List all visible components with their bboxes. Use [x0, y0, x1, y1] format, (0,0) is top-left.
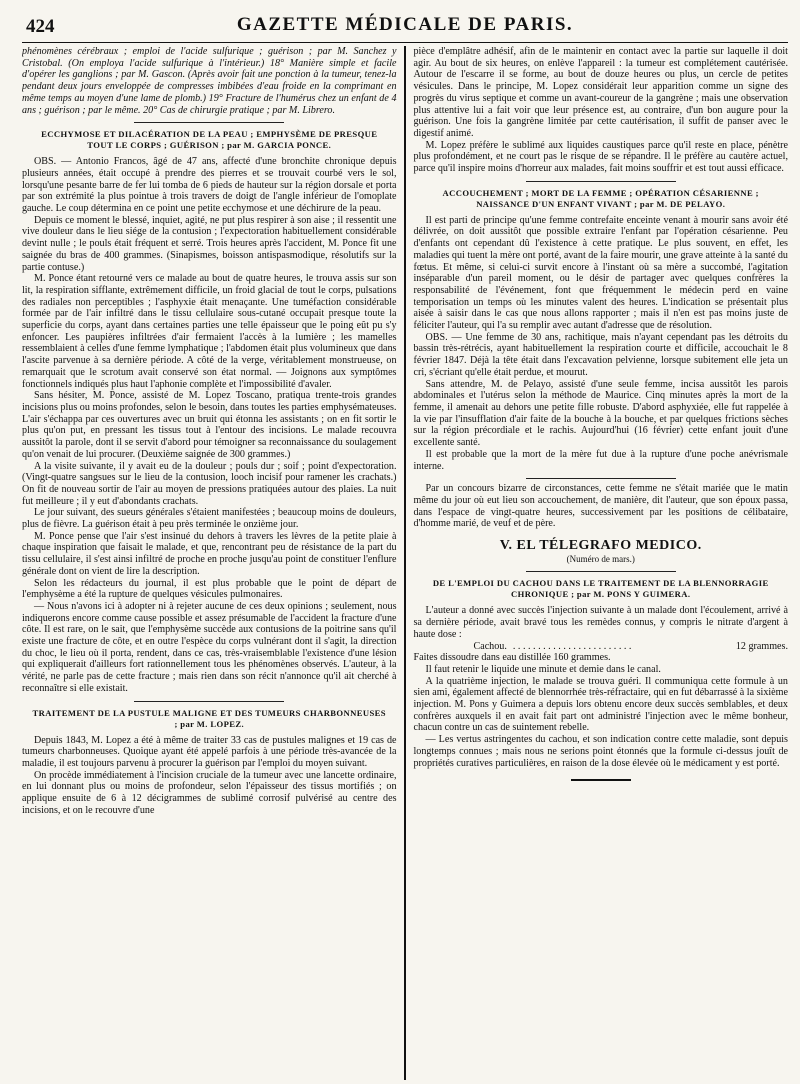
paragraph: Il faut retenir le liquide une minute et demie dans le canal.	[425, 663, 661, 675]
paragraph: L'auteur a donné avec succès l'injection suivante à un malade dont l'écoulement, arrivé à sa dernière période, avait bravé tous les remèdes connus, y compris le nitrate d'argent à haute dose :	[413, 605, 788, 640]
recipe-line	[413, 641, 788, 653]
paragraph: Depuis 1843, M. Lopez a été à même de traiter 33 cas de pustules malignes et 19 cas de tumeurs charbonneuses. Quoique ayant été appelé parfois à une période très-avancée de la maladie, il est toujours parvenu à procurer la guérison par l'emploi du moyen suivant.	[22, 734, 397, 769]
recipe-ingredient: Cachou.	[473, 640, 507, 652]
paragraph: phénomènes cérébraux ; emploi de l'acide sulfurique ; guérison ; par M. Sanchez y Cristobal. (On employa l'acide sulfurique à l'intérieur.) 18° Manière simple et facile d'opérer les ganglions ; par M. Gascon. (Après avoir fait une ponction à la tumeur, tenez-la pendant deux jours enveloppée de compresses imbibées d'eau froide en la comprimant en même temps au moyen d'une lame de plomb.) 19° Fracture de l'humérus chez un enfant de 4 ans ; guérison ; par le même. 20° Cas de chirurgie pratique ; par M. Librero.	[22, 46, 397, 116]
journal-masthead: GAZETTE MÉDICALE DE PARIS.	[236, 14, 574, 35]
paragraph: Selon les rédacteurs du journal, il est plus probable que le point de départ de l'emphysème a été la rupture de quelques vésicules pulmonaires.	[22, 577, 397, 601]
paragraph: M. Ponce pense que l'air s'est insinué du dehors à travers les lèvres de la petite plaie à chaque inspiration que faisait le malade, et que, rencontrant peu de résistance de la part du tissu cellulaire, il s'est ainsi infiltré de proche en proche jusqu'au point de constituer l'enflure générale dont on vient de lire la description.	[22, 530, 397, 577]
page-header	[22, 14, 788, 43]
paragraph: Par un concours bizarre de circonstances, cette femme ne s'était mariée que le matin même du jour où eut lieu son accouchement, de manière, dit l'auteur, que son époux passa, dans l'espace de vingt-quatre heures, successivement par les positions de célibataire, d'homme marié, de veuf et de père.	[413, 483, 788, 530]
section-title: ACCOUCHEMENT ; MORT DE LA FEMME ; OPÉRATION CÉSARIENNE ; NAISSANCE D'UN ENFANT VIVANT ; par M. DE PELAYO.	[442, 187, 759, 209]
columns	[22, 46, 788, 1080]
paragraph: Il est parti de principe qu'une femme contrefaite enceinte venant à mourir sans avoir été délivrée, on doit aussitôt que possible extraire l'enfant par l'opération césarienne. Peu d'enfants ont cependant dû l'existence à cette pratique. Le plus souvent, en effet, les maladies qui tuent la mère ont porté, avant de la faire mourir, une grave atteinte à la santé du fœtus. Et même, si celui-ci survit encore à l'instant où sa mère a succombé, l'agitation inséparable d'un pareil moment, ou le désir de partager avec quelques confrères la responsabilité de l'événement, font que fréquemment le médecin perd en vaine temporisation un temps où les minutes valent des heures. L'indication se présentait plus aisée à saisir dans le cas que nous allons rapporter ; mais il n'en est pas moins juste de féliciter l'auteur, qui l'a su remplir avec autant d'adresse que de résolution.	[413, 214, 788, 332]
section-title: ECCHYMOSE ET DILACÉRATION DE LA PEAU ; EMPHYSÈME DE PRESQUE TOUT LE CORPS ; GUÉRISON ; par M. GARCIA PONCE.	[41, 129, 378, 151]
paragraph: A la quatrième injection, le malade se trouva guéri. Il communiqua cette formule à un sien ami, également affecté de blennorrhée très-réfractaire, qui en fut débarrassé à la sixième injection. M. Pons y Guimera a depuis lors obtenu encore deux succès semblables, et deux confrères auxquels il en avait fait part ont administré l'injection avec le même bonheur, chacun contre un cas de suintement rebelle.	[413, 675, 788, 734]
section-divider	[526, 478, 676, 479]
paragraph: Sans attendre, M. de Pelayo, assisté d'une seule femme, incisa aussitôt les parois abdominales et l'utérus selon la méthode de Maurice. Cinq minutes après la mort de la femme, il amenait au dehors une petite fille robuste. D'abord asphyxiée, elle fut rappelée à la vie par l'insufflation d'air faite de la bouche à la bouche, et par quelques frictions sèches sur la région précordiale et le rachis. Aujourd'hui (16 février) cette enfant jouit d'une excellente santé.	[413, 378, 788, 449]
paragraph: — Les vertus astringentes du cachou, et son indication contre cette maladie, sont depuis longtemps connues ; mais nous ne serions point étonnés que la formule ci-dessus jouît de propriétés curatives particulières, en raison de la dose élevée où le médicament y est porté.	[413, 734, 788, 769]
recipe-quantity: 12 grammes.	[735, 640, 788, 652]
paragraph: pièce d'emplâtre adhésif, afin de le maintenir en contact avec la partie sur laquelle il doit agir. Au bout de six heures, on enlève l'appareil : la tumeur est complétement cautérisée. Autour de l'escarre il se forme, au bout de douze heures ou plus, un cercle de petites vésicules. Dans le principe, M. Lopez considérait leur apparition comme un signe des progrès du virus septique et comme un avant-coureur de la gangrène ; mais une observation plus attentive lui a fait voir que leur présence est, au contraire, d'un bon augure pour la guérison. Une fois la gangrène limitée par cette cautérisation, il suffit de panser avec le digestif animé.	[413, 46, 788, 139]
section-divider	[526, 181, 676, 182]
section-divider	[526, 571, 676, 572]
paragraph: A la visite suivante, il y avait eu de la douleur ; pouls dur ; soif ; point d'expectoration. (Vingt-quatre sangsues sur le lieu de la contusion, looch incisif pour ramener les crachats.) On fit de nouveau sortir de l'air au moyen de pressions pratiquées autour des plaies. La nuit fut meilleure ; il y eut d'abondants crachats.	[22, 460, 397, 507]
recipe-leader: . . . . . . . . . . . . . . . . . . . . . . . .	[512, 640, 632, 652]
end-rule	[571, 779, 631, 781]
section-divider	[134, 122, 284, 123]
paragraph: OBS. — Une femme de 30 ans, rachitique, mais n'ayant cependant pas les détroits du bassin très-rétrécis, ayant habituellement la respiration courte et difficile, accouchait le 8 février 1847. Déjà la tête était dans l'excavation pelvienne, lorsque subitement elle jeta un cri, s'écriant qu'elle était perdue, et mourut.	[413, 331, 788, 378]
page-number: 424	[26, 16, 55, 37]
right-column	[406, 46, 788, 1080]
paragraph: Faites dissoudre dans eau distillée 160 grammes.	[413, 652, 611, 664]
journal-issue: (Numéro de mars.)	[566, 553, 635, 564]
paragraph: OBS. — Antonio Francos, âgé de 47 ans, affecté d'une bronchite chronique depuis plusieurs années, était occupé à prendre des pierres et se trouvait courbé vers le sol, lorsqu'une pesante barre de fer lui tomba de 6 pieds de hauteur sur la région dorsale et porta par son extrémité la plus pointue à trois travers de doigt de l'angle inférieur de l'omoplate gauche. Le coup détermina en ce point une petite ecchymose et une déchirure de la peau.	[22, 156, 397, 215]
section-title: TRAITEMENT DE LA PUSTULE MALIGNE ET DES TUMEURS CHARBONNEUSES ; par M. LOPEZ.	[32, 707, 386, 729]
paragraph: On procède immédiatement à l'incision cruciale de la tumeur avec une lancette ordinaire, en lui donnant plus ou moins de profondeur, selon l'épaisseur des tissus mortifiés ; on applique ensuite de 6 à 12 décigrammes de sublimé corrosif pulvérisé au centre des incisions, et on le recouvre d'une	[22, 769, 397, 816]
section-divider	[134, 701, 284, 702]
paragraph: Sans hésiter, M. Ponce, assisté de M. Lopez Toscano, pratiqua trente-trois grandes incisions plus ou moins profondes, selon le besoin, dans toutes les parties emphysémateuses. L'air s'échappa par ces ouvertures avec un bruit qui étonna les assistants ; on en fit sortir le plus qu'on put, en pressant les tissus tout à l'entour des incisions. Le malade recouvra aussitôt la parole, dont il se servit d'abord pour témoigner sa reconnaissance du soulagement qu'on venait de lui procurer. (Deuxième saignée de 300 grammes.)	[22, 390, 397, 460]
paragraph: Depuis ce moment le blessé, inquiet, agité, ne put plus respirer à son aise ; il ressentit une vive douleur dans le lieu siége de la contusion ; l'expectoration habituellement considérable devint nulle ; le pouls était fréquent et serré. Trois heures après l'accident, M. Ponce fit une saignée du bras de 400 grammes. (Sinapismes, boisson antispasmodique, résolutifs sur la partie contuse.)	[22, 214, 397, 273]
left-column	[22, 46, 404, 1080]
paragraph: Il est probable que la mort de la mère fut due à la rupture d'une poche anévrismale interne.	[413, 448, 788, 472]
section-title: DE L'EMPLOI DU CACHOU DANS LE TRAITEMENT DE LA BLENNORRAGIE CHRONIQUE ; par M. PONS Y GUIMERA.	[432, 578, 769, 600]
paragraph: — Nous n'avons ici à adopter ni à rejeter aucune de ces deux opinions ; seulement, nous indiquerons encore comme cause possible et assez présumable de l'accident la fracture d'une côte. Il est rare, on le sait, que l'emphysème succède aux contusions de la poitrine sans qu'il existe une fracture de côte, et en outre l'espèce du corps vulnérant dont il s'agit, la direction du choc, le lieu où il porta, rendent, dans ce cas, très-vraisemblable l'existence d'une lésion qui expliquerait d'ailleurs fort rationnellement tous les phénomènes observés. L'auteur, à la vérité, ne parle pas de cette fracture ; mais rien dans son récit n'annonce qu'il ait cherché à reconnaître si elle existait.	[22, 600, 397, 694]
paragraph: Le jour suivant, des sueurs générales s'étaient manifestées ; beaucoup moins de douleurs, plus de fièvre. La guérison était à peu près terminée le onzième jour.	[22, 507, 397, 531]
journal-section-heading: V. EL TÉLEGRAFO MEDICO.	[499, 538, 702, 554]
paragraph: M. Lopez préfère le sublimé aux liquides caustiques parce qu'il reste en place, pénètre plus profondément, et ne court pas le risque de se répandre. Il le préfère au cautère actuel, parce qu'il inspire moins d'horreur aux malades, fait moins souffrir et est tout aussi efficace.	[413, 139, 788, 175]
paragraph: M. Ponce étant retourné vers ce malade au bout de quatre heures, le trouva assis sur son lit, la respiration sifflante, extrêmement difficile, un froid glacial de tout le corps, pulsations des radiales non perceptibles ; l'asphyxie était menaçante. Une tuméfaction considérable formée par de l'air infiltré dans le tissu cellulaire sous-cutané occupait presque toute la superficie du corps, ayant dans certaines parties une telle épaisseur que le poing eût pu s'y enfoncer. Les paupières infiltrées d'air fermaient l'accès à la lumière ; les mamelles ressemblaient à celles d'une femme lymphatique ; l'abdomen était plus volumineux que dans l'ascite parvenue à sa dernière période. A côté de la verge, véritablement monstrueuse, on remarquait que le scrotum avait conservé son état normal. — Joignons aux symptômes fonctionnels indiqués plus haut l'aphonie complète et l'impossibilité d'avaler.	[22, 273, 397, 390]
